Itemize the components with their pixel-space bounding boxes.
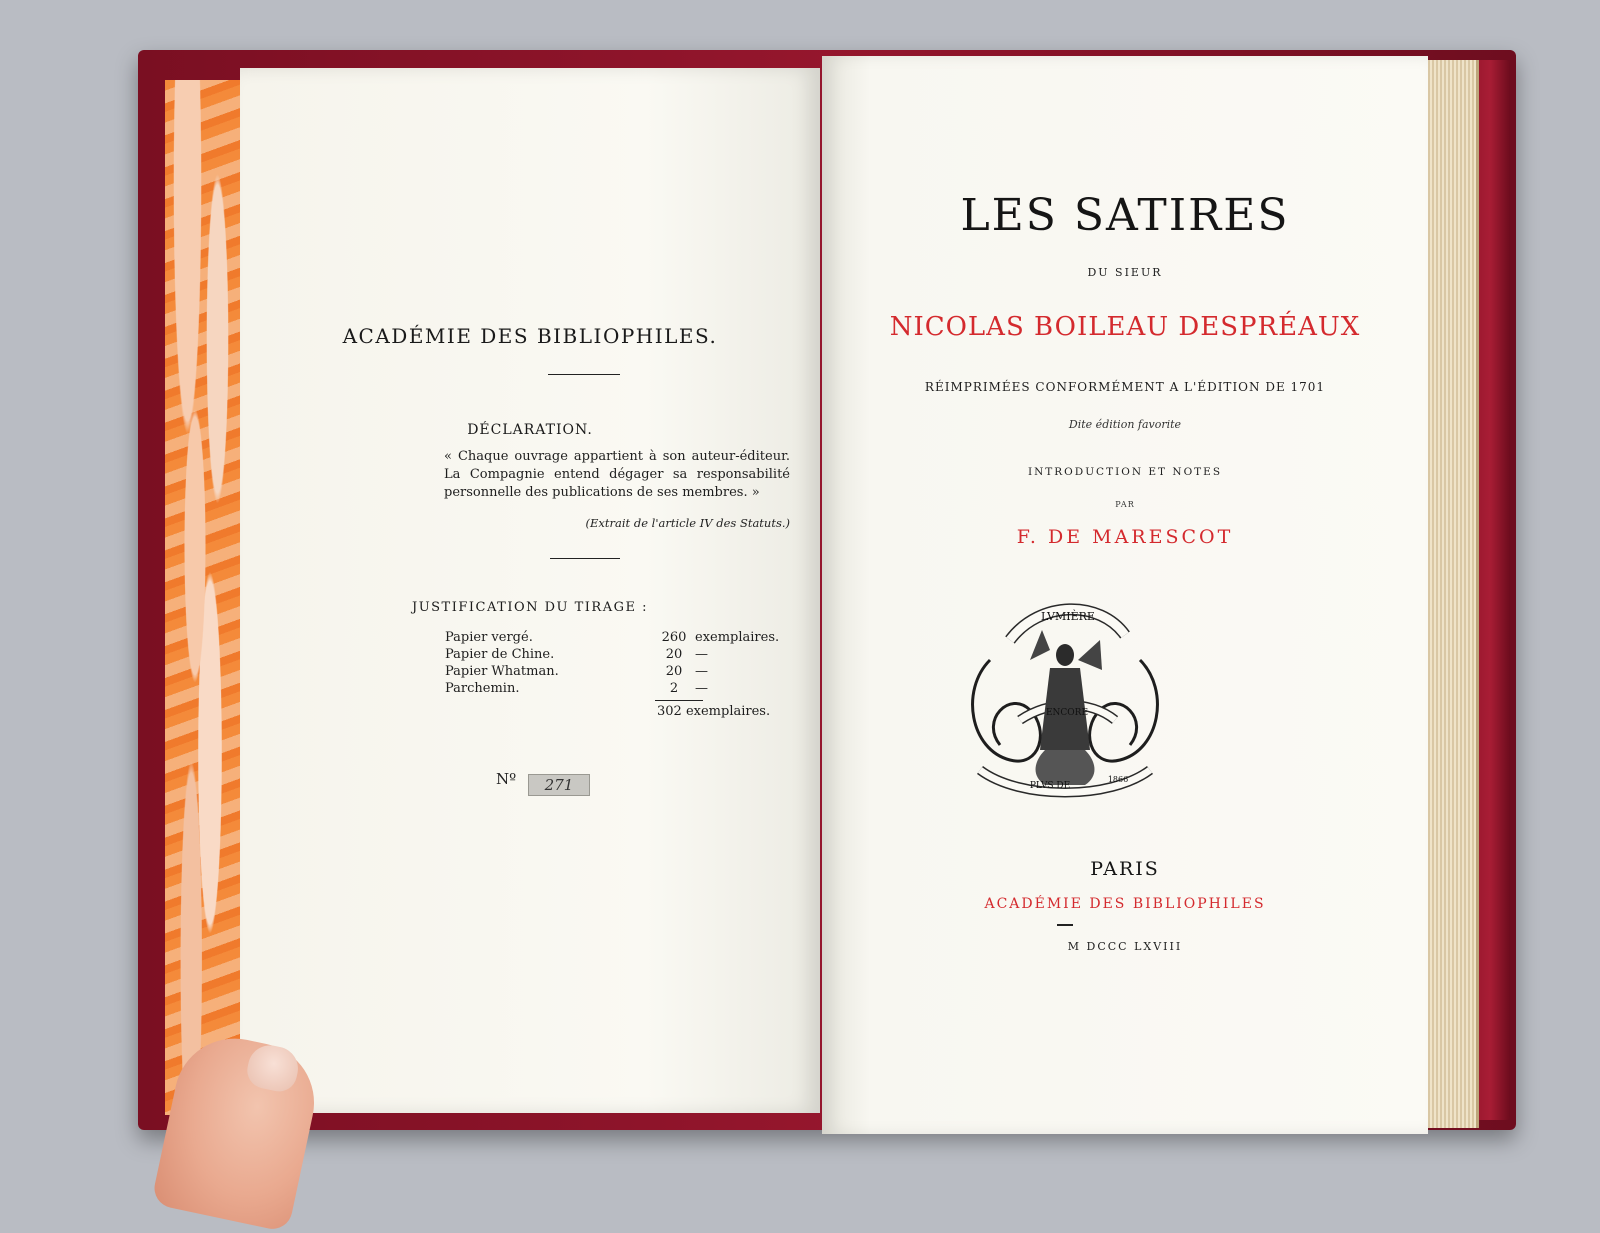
- declaration-text: « Chaque ouvrage appartient à son auteur-éditeur. La Compagnie entend dégager sa responsabilité personnelle des publications de ses membres. »: [444, 449, 790, 500]
- paper-type: Papier vergé.: [445, 630, 533, 645]
- justification-title: JUSTIFICATION DU TIRAGE :: [411, 600, 648, 615]
- book-subtitle: DU SIEUR: [1087, 266, 1163, 279]
- copy-unit: —: [695, 647, 708, 662]
- print-run-row: [445, 647, 775, 664]
- left-page: [240, 68, 820, 1113]
- imprint-rule: [1057, 924, 1073, 926]
- print-run-table: [445, 630, 780, 719]
- introduction-label: INTRODUCTION ET NOTES: [1027, 466, 1223, 478]
- paper-type: Papier de Chine.: [445, 647, 555, 662]
- paper-type: Papier Whatman.: [445, 664, 559, 679]
- copy-count: 20: [665, 664, 683, 679]
- emblem-top-text: LVMIÈRE: [1041, 610, 1095, 623]
- print-run-row: [445, 630, 780, 647]
- printers-emblem: [950, 600, 1180, 810]
- editor-name: F. DE MARESCOT: [1016, 526, 1234, 548]
- print-run-row: [445, 681, 775, 698]
- heading-rule: [548, 374, 620, 375]
- copy-unit: —: [695, 664, 708, 679]
- imprint-date: M DCCC LXVIII: [1067, 940, 1183, 953]
- emblem-middle-text: ENCORE: [1045, 708, 1089, 718]
- print-run-row: [445, 664, 775, 681]
- statutes-extract: (Extrait de l'article IV des Statuts.): [585, 516, 790, 530]
- page-block-edge: [1428, 60, 1479, 1128]
- book-title: LES SATIRES: [960, 190, 1290, 241]
- declaration-rule: [550, 558, 620, 559]
- emblem-bottom-text: PLVS DE: [1029, 781, 1071, 791]
- paper-type: Parchemin.: [445, 681, 520, 696]
- author-name: NICOLAS BOILEAU DESPRÉAUX: [889, 312, 1361, 342]
- by-label: PAR: [1115, 500, 1135, 509]
- copy-number-label: Nº: [496, 770, 517, 788]
- copy-count: 20: [665, 647, 683, 662]
- left-page-heading: ACADÉMIE DES BIBLIOPHILES.: [342, 324, 718, 348]
- copy-unit: —: [695, 681, 708, 696]
- imprint-city: PARIS: [1090, 858, 1160, 880]
- imprint-publisher: ACADÉMIE DES BIBLIOPHILES: [984, 896, 1266, 912]
- declaration-title: DÉCLARATION.: [467, 422, 593, 438]
- emblem-year: 1866: [1107, 775, 1129, 784]
- copy-count: 260: [661, 630, 687, 645]
- edition-note: Dite édition favorite: [1068, 418, 1182, 431]
- print-run-total: 302 exemplaires.: [657, 704, 771, 719]
- marbled-endpaper: [165, 80, 242, 1115]
- copy-unit: exemplaires.: [695, 630, 780, 645]
- copy-number-stamp: 271: [528, 774, 590, 796]
- copy-count: 2: [669, 681, 679, 696]
- total-rule: [655, 700, 703, 701]
- reprint-note: RÉIMPRIMÉES CONFORMÉMENT A L'ÉDITION DE 1701: [924, 380, 1326, 394]
